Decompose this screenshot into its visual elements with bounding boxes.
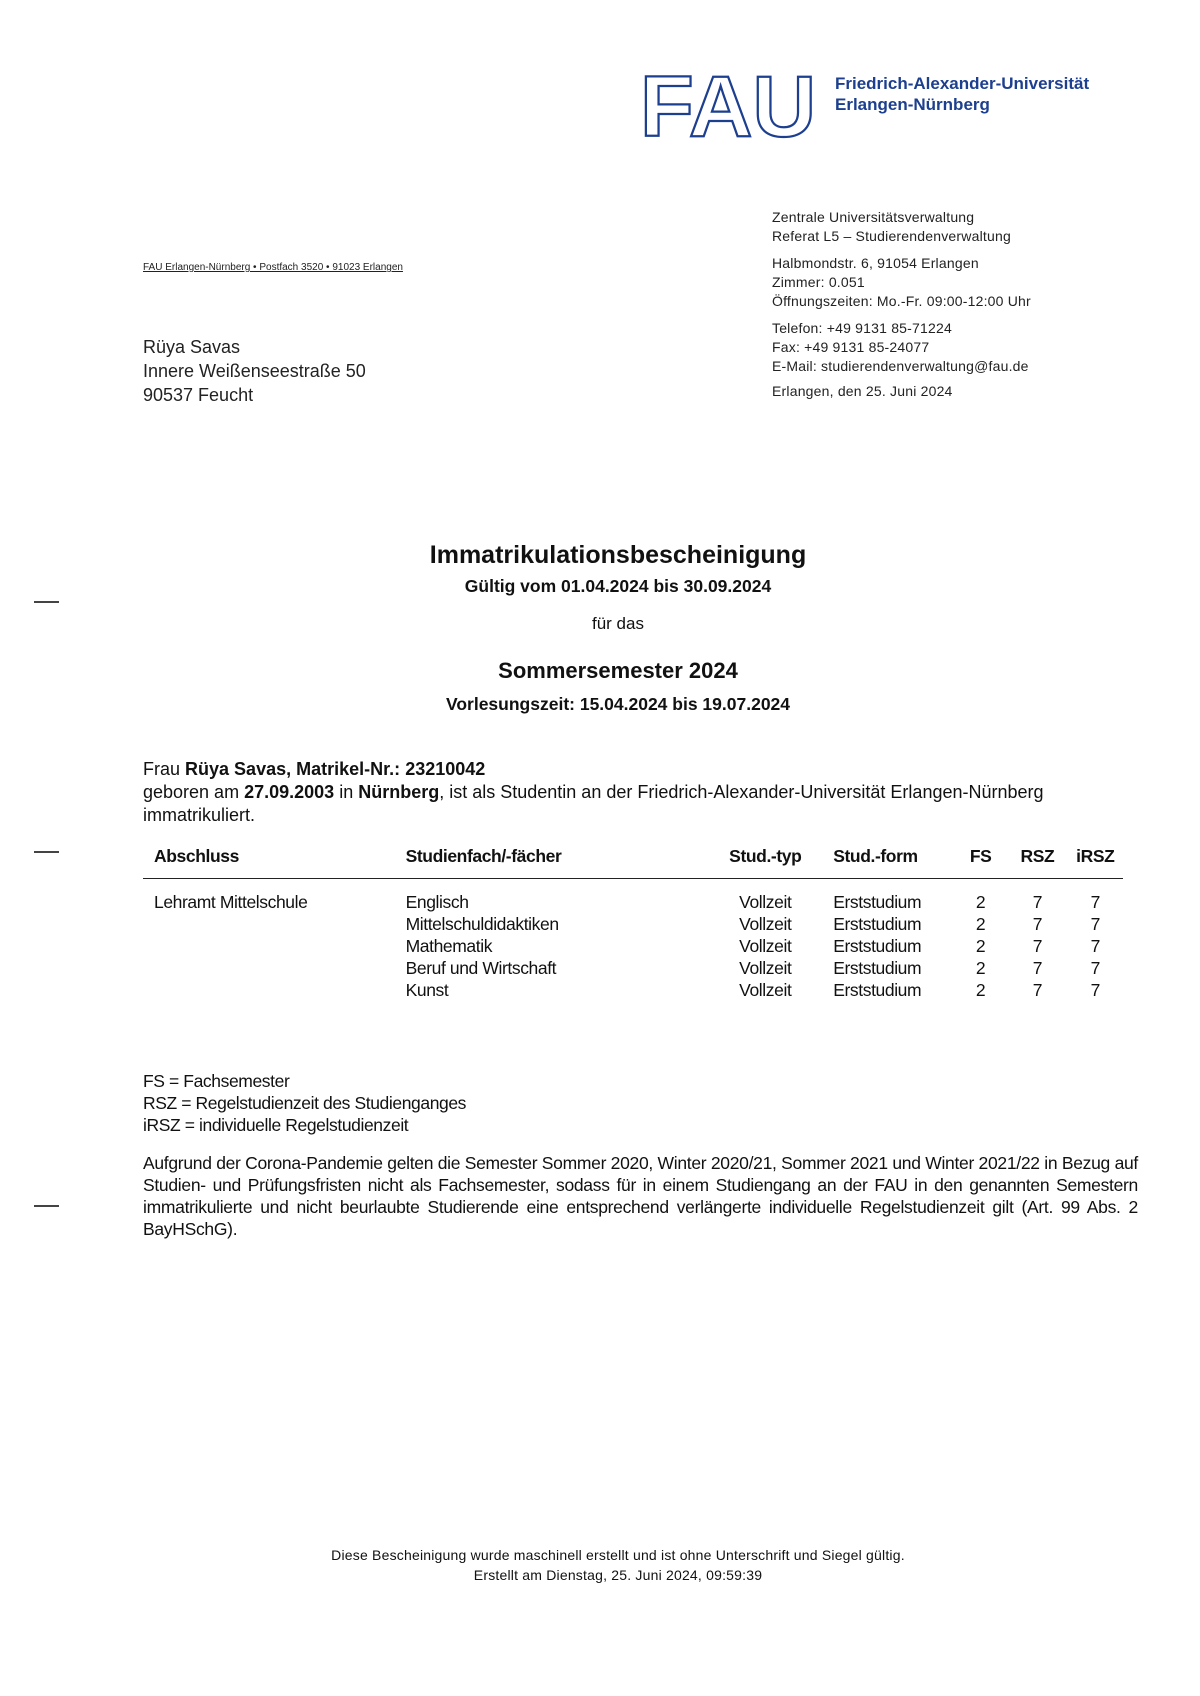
office-hours: Öffnungszeiten: Mo.-Fr. 09:00-12:00 Uhr bbox=[772, 293, 1031, 309]
born-label: geboren am bbox=[143, 782, 240, 802]
header-study-form: Stud.-form bbox=[833, 846, 918, 866]
office-email: E-Mail: studierendenverwaltung@fau.de bbox=[772, 358, 1029, 374]
cell-rsz: 7 bbox=[1032, 936, 1043, 956]
table-row bbox=[143, 879, 1123, 914]
header-study-type: Stud.-typ bbox=[729, 846, 802, 866]
legend-irsz: iRSZ = individuelle Regelstudienzeit bbox=[143, 1115, 409, 1135]
cell-irsz: 7 bbox=[1090, 914, 1100, 934]
cell-subject: Mittelschuldidaktiken bbox=[405, 914, 559, 934]
birth-date: 27.09.2003 bbox=[244, 782, 335, 802]
table-row bbox=[143, 957, 1123, 979]
cell-fs: 2 bbox=[975, 914, 986, 934]
sender-address-line: FAU Erlangen-Nürnberg • Postfach 3520 • 91023 Erlangen bbox=[143, 262, 403, 273]
student-name: Rüya Savas bbox=[185, 759, 287, 779]
semester-title: Sommersemester 2024 bbox=[498, 658, 738, 683]
legend-rsz: RSZ = Regelstudienzeit des Studienganges bbox=[143, 1093, 467, 1113]
cell-study-form: Erststudium bbox=[833, 892, 922, 912]
office-info bbox=[772, 208, 1031, 401]
matrikel-label: Matrikel-Nr.: bbox=[296, 759, 401, 779]
table-row bbox=[143, 913, 1123, 935]
footer-created-timestamp: Erstellt am Dienstag, 25. Juni 2024, 09:59:39 bbox=[473, 1567, 763, 1583]
cell-fs: 2 bbox=[975, 936, 986, 956]
cell-fs: 2 bbox=[975, 980, 986, 1000]
lecture-period: Vorlesungszeit: 15.04.2024 bis 19.07.2024 bbox=[445, 694, 791, 714]
cell-degree bbox=[143, 979, 406, 1001]
footer-validity-note: Diese Bescheinigung wurde maschinell erstellt und ist ohne Unterschrift und Siegel gültig. bbox=[331, 1547, 905, 1563]
abbreviation-legend bbox=[143, 1070, 466, 1136]
punch-mark bbox=[34, 851, 59, 853]
cell-study-type: Vollzeit bbox=[739, 936, 792, 956]
recipient-address bbox=[143, 335, 366, 407]
cell-study-type: Vollzeit bbox=[739, 980, 792, 1000]
office-phone: Telefon: +49 9131 85-71224 bbox=[772, 320, 952, 336]
fold-mark bbox=[34, 601, 59, 603]
document-date: Erlangen, den 25. Juni 2024 bbox=[772, 383, 953, 399]
cell-study-type: Vollzeit bbox=[739, 958, 792, 978]
cell-subject: Mathematik bbox=[405, 936, 493, 956]
header-fs: FS bbox=[969, 846, 992, 866]
document-title: Immatrikulationsbescheinigung bbox=[429, 541, 807, 569]
matrikel-number: 23210042 bbox=[405, 759, 486, 779]
office-room: Zimmer: 0.051 bbox=[772, 274, 865, 290]
corona-note: Aufgrund der Corona-Pandemie gelten die Semester Sommer 2020, Winter 2020/21, Sommer 2021 und Winter 2021/22 in Bezug auf Studien- und Prüfungsfristen nicht als Fachsemester, sodass für in einem Studiengang an der FAU in den genannten Semestern immatrikulierte und nicht beurlaubte Studierende eine entsprechend verlängerte individuelle Regelstudienzeit gilt (Art. 99 Abs. 2 BayHSchG). bbox=[143, 1153, 1138, 1239]
for-label: für das bbox=[592, 614, 644, 633]
cell-subject: Englisch bbox=[405, 892, 469, 912]
recipient-city: 90537 Feucht bbox=[143, 385, 254, 405]
validity-period: Gültig vom 01.04.2024 bis 30.09.2024 bbox=[464, 576, 772, 596]
cell-irsz: 7 bbox=[1090, 958, 1100, 978]
cell-study-type: Vollzeit bbox=[739, 892, 792, 912]
header-subjects: Studienfach/-fächer bbox=[405, 846, 562, 866]
cell-rsz: 7 bbox=[1032, 958, 1043, 978]
cell-study-form: Erststudium bbox=[833, 936, 922, 956]
student-salutation: Frau bbox=[143, 759, 181, 779]
cell-irsz: 7 bbox=[1090, 936, 1100, 956]
fau-logo bbox=[640, 72, 820, 142]
cell-rsz: 7 bbox=[1032, 914, 1043, 934]
office-unit: Referat L5 – Studierendenverwaltung bbox=[772, 228, 1011, 244]
university-name-line2: Erlangen-Nürnberg bbox=[835, 95, 990, 114]
recipient-street: Innere Weißenseestraße 50 bbox=[143, 361, 366, 381]
table-row bbox=[143, 935, 1123, 957]
cell-irsz: 7 bbox=[1090, 892, 1100, 912]
office-fax: Fax: +49 9131 85-24077 bbox=[772, 339, 930, 355]
cell-study-type: Vollzeit bbox=[739, 914, 792, 934]
table-row bbox=[143, 979, 1123, 1001]
office-department: Zentrale Universitätsverwaltung bbox=[772, 209, 975, 225]
header-irsz: iRSZ bbox=[1076, 846, 1115, 866]
header-rsz: RSZ bbox=[1020, 846, 1055, 866]
cell-study-form: Erststudium bbox=[833, 980, 922, 1000]
cell-fs: 2 bbox=[975, 892, 986, 912]
cell-rsz: 7 bbox=[1032, 980, 1043, 1000]
cell-study-form: Erststudium bbox=[833, 958, 922, 978]
university-name-line1: Friedrich-Alexander-Universität bbox=[835, 74, 1090, 93]
cell-fs: 2 bbox=[975, 958, 986, 978]
legend-fs: FS = Fachsemester bbox=[143, 1071, 290, 1091]
cell-degree bbox=[143, 913, 406, 935]
cell-degree bbox=[143, 957, 406, 979]
birth-place: Nürnberg bbox=[358, 782, 440, 802]
cell-study-form: Erststudium bbox=[833, 914, 922, 934]
cell-rsz: 7 bbox=[1032, 892, 1043, 912]
student-statement: Frau Rüya Savas, Matrikel-Nr.: 23210042 geboren am 27.09.2003 in Nürnberg, ist als Studentin an der Friedrich-Alexander-Universität Erlangen-Nürnberg immatrikuliert. bbox=[143, 759, 1044, 825]
cell-degree bbox=[143, 935, 406, 957]
in-label: in bbox=[339, 782, 354, 802]
cell-irsz: 7 bbox=[1090, 980, 1100, 1000]
header-degree: Abschluss bbox=[154, 846, 239, 866]
office-address: Halbmondstr. 6, 91054 Erlangen bbox=[772, 255, 979, 271]
enrollment-statement: , ist als Studentin an der Friedrich-Alexander-Universität Erlangen-Nürnberg immatrikuliert. bbox=[143, 782, 1044, 825]
cell-subject: Beruf und Wirtschaft bbox=[405, 958, 557, 978]
university-name bbox=[835, 73, 1089, 115]
fold-mark bbox=[34, 1205, 59, 1207]
cell-subject: Kunst bbox=[405, 980, 449, 1000]
cell-degree: Lehramt Mittelschule bbox=[154, 892, 308, 912]
fau-logo-wordmark: FAU bbox=[640, 72, 816, 142]
table-header-row bbox=[143, 844, 1123, 879]
study-programs-table bbox=[143, 844, 1123, 1001]
recipient-name: Rüya Savas bbox=[143, 337, 241, 357]
